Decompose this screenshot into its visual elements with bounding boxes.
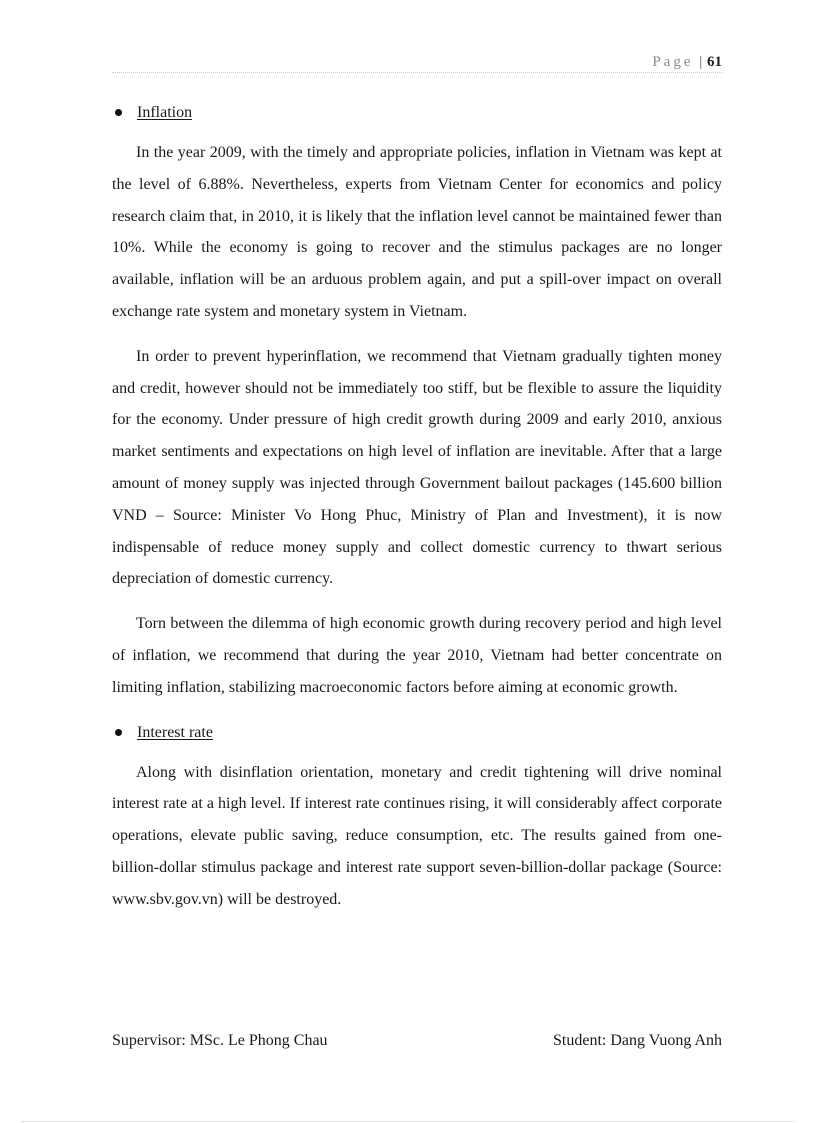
page-separator: | xyxy=(699,54,703,70)
page-footer xyxy=(112,1028,722,1054)
section-heading-label: Interest rate xyxy=(137,723,213,741)
page-label: Page xyxy=(652,54,694,70)
page-number: 61 xyxy=(707,54,722,70)
section-heading-interest-rate xyxy=(112,717,722,749)
paragraph: Along with disinflation orientation, monetary and credit tightening will drive nominal interest rate at a high level. If interest rate continues rising, it will considerably affect corporate operations, elevate public saving, reduce consumption, etc. The results gained from one-billion-dollar stimulus package and interest rate support seven-billion-dollar package (Source: www.sbv.gov.vn) will be destroyed. xyxy=(112,763,722,908)
footer-student: Student: Dang Vuong Anh xyxy=(553,1032,722,1049)
bottom-divider xyxy=(22,1121,794,1122)
page-header xyxy=(112,52,722,73)
paragraph: In the year 2009, with the timely and appropriate policies, inflation in Vietnam was kept at the level of 6.88%. Nevertheless, experts from Vietnam Center for economics and policy research claim that, in 2010, it is likely that the inflation level cannot be maintained fewer than 10%. While the economy is going to recover and the stimulus packages are no longer available, inflation will be an arduous problem again, and put a spill-over impact on overall exchange rate system and monetary system in Vietnam. xyxy=(112,144,722,320)
paragraph: In order to prevent hyperinflation, we recommend that Vietnam gradually tighten money and credit, however should not be immediately too stiff, but be flexible to assure the liquidity for the economy. Under pressure of high credit growth during 2009 and early 2010, anxious market sentiments and expectations on high level of inflation are inevitable. After that a large amount of money supply was injected through Government bailout packages (145.600 billion VND – Source: Minister Vo Hong Phuc, Ministry of Plan and Investment), it is now indispensable of reduce money supply and collect domestic currency to thwart serious depreciation of domestic currency. xyxy=(112,347,722,588)
section-heading-label: Inflation xyxy=(137,104,193,121)
paragraph: Torn between the dilemma of high economic growth during recovery period and high level of inflation, we recommend that during the year 2010, Vietnam had better concentrate on limiting inflation, stabilizing macroeconomic factors before aiming at economic growth. xyxy=(112,615,722,696)
bullet-icon xyxy=(115,109,122,116)
bullet-icon xyxy=(115,729,122,736)
footer-supervisor: Supervisor: MSc. Le Phong Chau xyxy=(112,1032,328,1049)
section-heading-inflation xyxy=(112,97,722,129)
page-body xyxy=(112,97,722,929)
